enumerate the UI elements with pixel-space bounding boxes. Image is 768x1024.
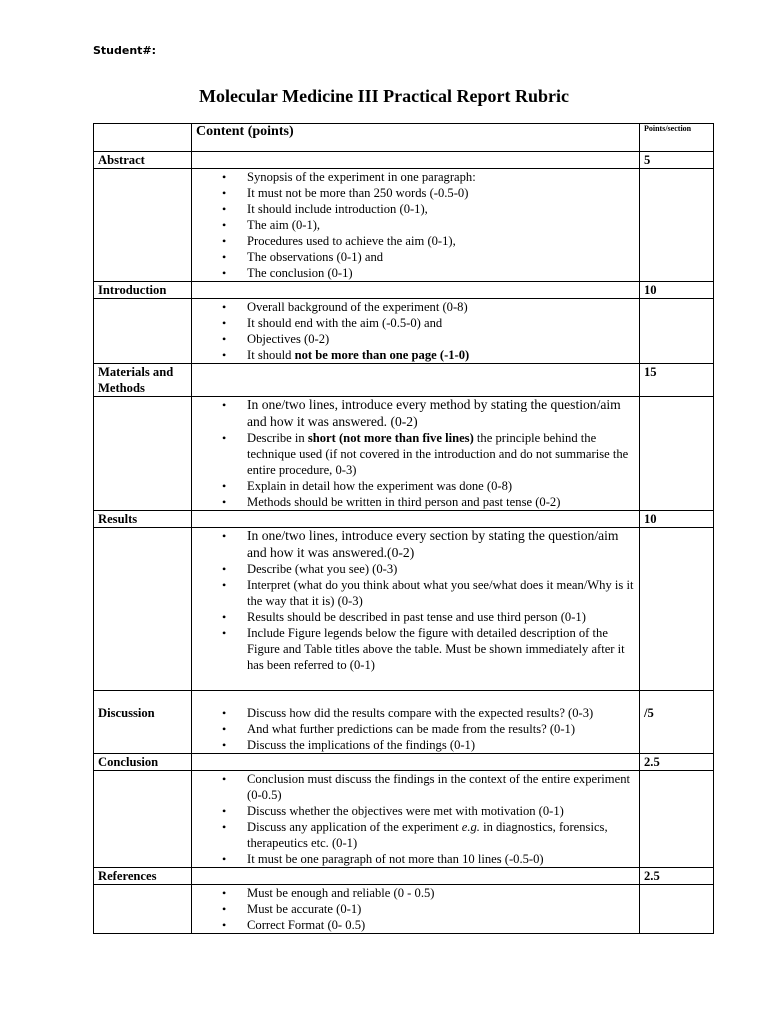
section-content-empty-cell xyxy=(94,299,192,364)
criteria-text: Conclusion must discuss the findings in the context of the entire experiment (0-0.5) xyxy=(247,772,630,802)
criteria-text: Must be accurate (0-1) xyxy=(247,902,362,916)
section-points-abstract: 5 xyxy=(640,152,714,169)
criteria-item xyxy=(247,430,635,478)
criteria-text: The observations (0-1) and xyxy=(247,250,384,264)
section-content-row-conclusion xyxy=(94,771,714,868)
criteria-text: short (not more than five lines) xyxy=(307,431,474,445)
section-points-materials-and-methods: 15 xyxy=(640,364,714,397)
criteria-item xyxy=(247,803,635,819)
section-content-row-results xyxy=(94,528,714,691)
criteria-text: Discuss any application of the experiment xyxy=(247,820,462,834)
section-content-empty-cell xyxy=(94,885,192,934)
criteria-item xyxy=(247,494,635,510)
section-name-conclusion: Conclusion xyxy=(94,754,192,771)
section-points-results: 10 xyxy=(640,511,714,528)
criteria-item xyxy=(247,233,635,249)
criteria-item xyxy=(247,528,635,561)
criteria-text: It must be one paragraph of not more than 10 lines (-0.5-0) xyxy=(247,852,544,866)
section-name-introduction: Introduction xyxy=(94,282,192,299)
section-points-introduction: 10 xyxy=(640,282,714,299)
criteria-text: in diagnostics, forensics, therapeutics etc. (0-1) xyxy=(247,820,608,850)
section-header-empty-cell xyxy=(192,152,640,169)
section-content-results xyxy=(192,528,640,691)
criteria-item xyxy=(247,737,635,753)
criteria-text: Discuss the implications of the findings (0-1) xyxy=(247,738,476,752)
criteria-item xyxy=(247,478,635,494)
criteria-item xyxy=(247,625,635,673)
section-header-empty-cell xyxy=(192,282,640,299)
criteria-text: It should end with the aim (-0.5-0) and xyxy=(247,316,443,330)
criteria-list xyxy=(196,397,635,510)
criteria-item xyxy=(247,169,635,185)
section-content-empty-cell xyxy=(640,169,714,282)
spacer xyxy=(196,673,635,690)
criteria-list xyxy=(196,169,635,281)
section-name-abstract: Abstract xyxy=(94,152,192,169)
section-points-references: 2.5 xyxy=(640,868,714,885)
criteria-text: The aim (0-1), xyxy=(247,218,321,232)
criteria-item xyxy=(247,705,635,721)
section-content-row-introduction xyxy=(94,299,714,364)
criteria-list xyxy=(196,771,635,867)
section-header-row-conclusion xyxy=(94,754,714,771)
criteria-text: In one/two lines, introduce every section by stating the question/aim and how it was answered.(0-2) xyxy=(247,528,619,560)
section-content-empty-cell xyxy=(94,528,192,691)
section-row-discussion xyxy=(94,691,714,754)
criteria-text: It should include introduction (0-1), xyxy=(247,202,428,216)
section-content-references xyxy=(192,885,640,934)
section-content-row-abstract xyxy=(94,169,714,282)
criteria-item xyxy=(247,851,635,867)
points-header: Points/section xyxy=(640,124,714,152)
criteria-item xyxy=(247,561,635,577)
criteria-item xyxy=(247,397,635,430)
rubric-table xyxy=(93,123,714,934)
criteria-item xyxy=(247,315,635,331)
criteria-list xyxy=(196,705,635,753)
section-content-abstract xyxy=(192,169,640,282)
section-header-empty-cell xyxy=(192,868,640,885)
section-header-row-references xyxy=(94,868,714,885)
section-content-empty-cell xyxy=(640,528,714,691)
criteria-text: Describe (what you see) (0-3) xyxy=(247,562,398,576)
criteria-item xyxy=(247,917,635,933)
criteria-text: Must be enough and reliable (0 - 0.5) xyxy=(247,886,435,900)
criteria-item xyxy=(247,885,635,901)
criteria-text: Include Figure legends below the figure with detailed description of the Figure and Table titles above the table. Must be shown immediately after it has been referred to (0-1) xyxy=(247,626,625,672)
criteria-item xyxy=(247,721,635,737)
criteria-text: Results should be described in past tense and use third person (0-1) xyxy=(247,610,586,624)
criteria-text: Discuss how did the results compare with the expected results? (0-3) xyxy=(247,706,594,720)
criteria-item xyxy=(247,299,635,315)
criteria-text: not be more than one page (-1-0) xyxy=(294,348,470,362)
section-content-discussion xyxy=(192,691,640,754)
criteria-text: Methods should be written in third person and past tense (0-2) xyxy=(247,495,561,509)
section-header-empty-cell xyxy=(192,754,640,771)
section-content-empty-cell xyxy=(640,299,714,364)
criteria-text: e.g. xyxy=(461,820,480,834)
criteria-text: Describe in xyxy=(247,431,308,445)
criteria-text: It must not be more than 250 words (-0.5-0) xyxy=(247,186,469,200)
criteria-item xyxy=(247,201,635,217)
criteria-list xyxy=(196,528,635,673)
section-content-empty-cell xyxy=(94,771,192,868)
section-name-materials-and-methods: Materials and Methods xyxy=(94,364,192,397)
criteria-text: Procedures used to achieve the aim (0-1), xyxy=(247,234,456,248)
section-header-row-abstract xyxy=(94,152,714,169)
section-header-empty-cell xyxy=(192,364,640,397)
criteria-text: Correct Format (0- 0.5) xyxy=(247,918,366,932)
section-header-empty-cell xyxy=(192,511,640,528)
document-title: Molecular Medicine III Practical Report Rubric xyxy=(198,86,570,106)
criteria-text: Discuss whether the objectives were met with motivation (0-1) xyxy=(247,804,564,818)
criteria-text: Synopsis of the experiment in one paragraph: xyxy=(247,170,476,184)
section-header-row-results xyxy=(94,511,714,528)
criteria-item xyxy=(247,347,635,363)
section-content-introduction xyxy=(192,299,640,364)
header-row xyxy=(94,124,714,152)
criteria-item xyxy=(247,265,635,281)
section-content-row-references xyxy=(94,885,714,934)
criteria-text: Overall background of the experiment (0-8) xyxy=(247,300,468,314)
section-content-empty-cell xyxy=(94,397,192,511)
criteria-text: It should xyxy=(247,348,295,362)
header-empty-cell xyxy=(94,124,192,152)
section-header-row-introduction xyxy=(94,282,714,299)
section-content-materials-and-methods xyxy=(192,397,640,511)
section-header-row-materials-and-methods xyxy=(94,364,714,397)
criteria-text: In one/two lines, introduce every method by stating the question/aim and how it was answered. (0-2) xyxy=(247,397,621,429)
criteria-item xyxy=(247,185,635,201)
section-content-empty-cell xyxy=(640,885,714,934)
criteria-item xyxy=(247,771,635,803)
section-name-references: References xyxy=(94,868,192,885)
criteria-item xyxy=(247,577,635,609)
section-points-discussion: /5 xyxy=(640,691,714,754)
criteria-text: The conclusion (0-1) xyxy=(247,266,353,280)
criteria-item xyxy=(247,901,635,917)
criteria-text: the principle behind the technique used (if not covered in the introduction and do not summarise the entire procedure, 0-3) xyxy=(247,431,629,477)
criteria-text: And what further predictions can be made from the results? (0-1) xyxy=(247,722,576,736)
section-name-results: Results xyxy=(94,511,192,528)
criteria-list xyxy=(196,885,635,933)
criteria-list xyxy=(196,299,635,363)
section-content-empty-cell xyxy=(94,169,192,282)
rubric-body xyxy=(94,124,714,934)
criteria-text: Objectives (0-2) xyxy=(247,332,330,346)
section-name-discussion: Discussion xyxy=(94,691,192,754)
criteria-item xyxy=(247,609,635,625)
section-content-row-materials-and-methods xyxy=(94,397,714,511)
content-header: Content (points) xyxy=(192,124,640,152)
criteria-item xyxy=(247,217,635,233)
criteria-text: Explain in detail how the experiment was done (0-8) xyxy=(247,479,513,493)
section-content-conclusion xyxy=(192,771,640,868)
criteria-item xyxy=(247,819,635,851)
section-content-empty-cell xyxy=(640,397,714,511)
section-points-conclusion: 2.5 xyxy=(640,754,714,771)
section-content-empty-cell xyxy=(640,771,714,868)
criteria-item xyxy=(247,331,635,347)
criteria-text: Interpret (what do you think about what you see/what does it mean/Why is it the way that it is) (0-3) xyxy=(247,578,634,608)
student-number-label: Student#: xyxy=(93,44,157,57)
criteria-item xyxy=(247,249,635,265)
